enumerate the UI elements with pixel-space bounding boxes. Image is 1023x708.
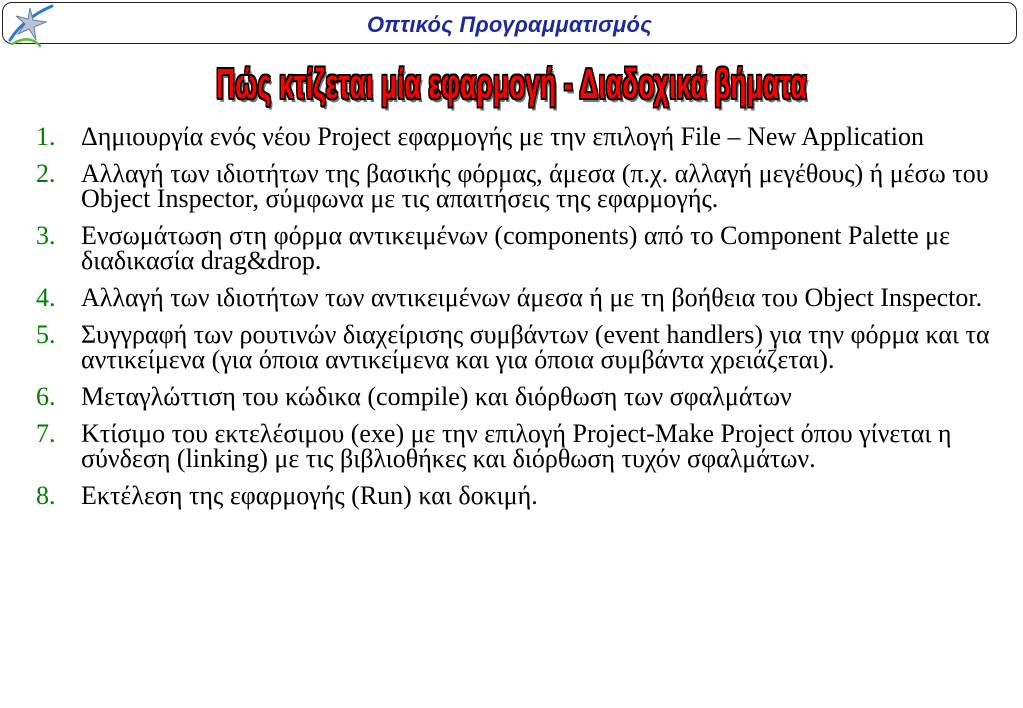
step-item: [36, 223, 1006, 273]
step-item: [36, 322, 1006, 372]
step-text: Συγγραφή των ρουτινών διαχείρισης συμβάντων (event handlers) για την φόρμα και τα αντικείμενα (για όποια αντικείμενα και για όποια συμβάντα χρειάζεται).: [81, 320, 990, 374]
step-number: 7.: [36, 419, 56, 448]
step-item: [36, 285, 1006, 310]
step-number: 3.: [36, 221, 56, 250]
step-text: Αλλαγή των ιδιοτήτων των αντικειμένων άμεσα ή με τη βοήθεια του Object Inspector.: [81, 283, 983, 312]
step-number: 2.: [36, 159, 56, 188]
step-item: [36, 483, 1006, 508]
step-text: Μεταγλώττιση του κώδικα (compile) και διόρθωση των σφαλμάτων: [81, 382, 792, 411]
steps-list: [36, 124, 1006, 520]
step-item: [36, 421, 1006, 471]
step-item: [36, 384, 1006, 409]
slide-title: Πώς κτίζεται μία εφαρμογή - Διαδοχικά βήματα: [216, 60, 807, 107]
step-item: [36, 124, 1006, 149]
step-number: 5.: [36, 320, 56, 349]
step-text: Εκτέλεση της εφαρμογής (Run) και δοκιμή.: [81, 481, 538, 510]
header-bar: [2, 2, 1017, 44]
step-text: Αλλαγή των ιδιοτήτων της βασικής φόρμας, άμεσα (π.χ. αλλαγή μεγέθους) ή μέσω του Object Inspector, σύμφωνα με τις απαιτήσεις της εφαρμογής.: [81, 159, 989, 213]
step-number: 1.: [36, 122, 56, 151]
step-text: Κτίσιμο του εκτελέσιμου (exe) με την επιλογή Project-Make Project όπου γίνεται η σύνδεση (linking) με τις βιβλιοθήκες και διόρθωση τυχόν σφαλμάτων.: [81, 419, 952, 473]
step-text: Ενσωμάτωση στη φόρμα αντικειμένων (components) από το Component Palette με διαδικασία drag&drop.: [81, 221, 951, 275]
step-number: 8.: [36, 481, 56, 510]
step-item: [36, 161, 1006, 211]
star-swoosh-icon: [6, 0, 56, 50]
step-number: 6.: [36, 382, 56, 411]
step-number: 4.: [36, 283, 56, 312]
step-text: Δημιουργία ενός νέου Project εφαρμογής με την επιλογή File – New Application: [81, 122, 924, 151]
header-title: Οπτικός Προγραμματισμός: [367, 12, 652, 37]
